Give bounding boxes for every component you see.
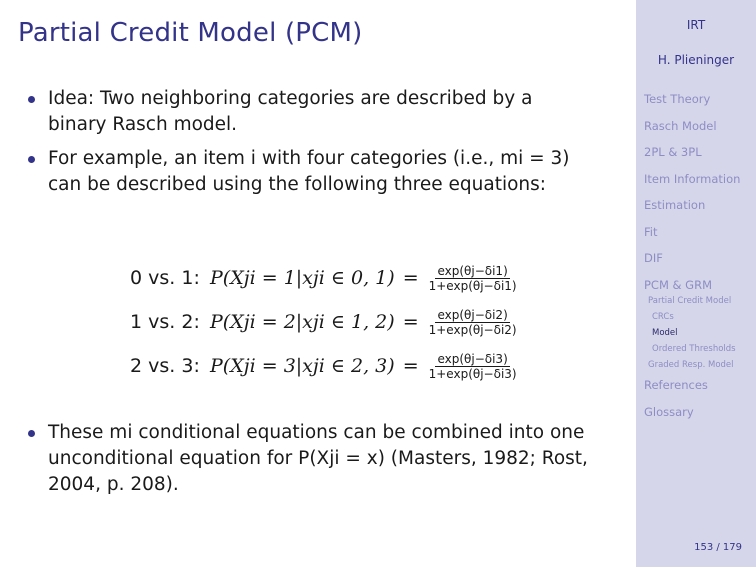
equation-lhs: P(Xji = 2|xji ∈ 1, 2) bbox=[210, 311, 395, 333]
fraction-numerator: exp(θj−δi2) bbox=[437, 307, 508, 322]
nav-item-2pl-3pl[interactable]: 2PL & 3PL bbox=[644, 145, 702, 159]
nav-item-pcm-grm[interactable]: PCM & GRM bbox=[644, 277, 712, 292]
fraction-denominator: 1+exp(θj−δi3) bbox=[428, 366, 517, 381]
equation-lhs: P(Xji = 3|xji ∈ 2, 3) bbox=[210, 355, 395, 377]
equation-fraction bbox=[427, 352, 519, 381]
nav-item-dif[interactable]: DIF bbox=[644, 251, 663, 265]
equation-fraction bbox=[427, 264, 519, 293]
bullet-list-bottom bbox=[48, 420, 588, 506]
nav-item-rasch-model[interactable]: Rasch Model bbox=[644, 118, 717, 133]
equation-label: 0 vs. 1: bbox=[130, 267, 200, 289]
nav-item-test-theory[interactable]: Test Theory bbox=[644, 92, 711, 106]
sidebar-header[interactable]: IRT bbox=[686, 18, 706, 32]
subnav-item-crcs[interactable]: CRCs bbox=[652, 312, 674, 322]
fraction-denominator: 1+exp(θj−δi1) bbox=[428, 278, 517, 293]
equals-sign: = bbox=[402, 267, 419, 289]
nav-item-glossary[interactable]: Glossary bbox=[644, 404, 694, 419]
fraction-numerator: exp(θj−δi1) bbox=[437, 263, 508, 278]
subnav-item-graded-resp-model[interactable]: Graded Resp. Model bbox=[648, 360, 734, 370]
equation-row bbox=[130, 300, 519, 344]
equals-sign: = bbox=[402, 311, 419, 333]
equation-row bbox=[130, 344, 519, 388]
equation-block bbox=[130, 256, 519, 388]
equation-label: 1 vs. 2: bbox=[130, 311, 200, 333]
fraction-numerator: exp(θj−δi3) bbox=[437, 351, 508, 366]
sidebar-nav bbox=[644, 92, 740, 304]
subnav-item-partial-credit-model[interactable]: Partial Credit Model bbox=[648, 296, 732, 306]
bullet-list-top bbox=[48, 86, 588, 206]
equation-fraction bbox=[427, 308, 519, 337]
subnav-item-model[interactable]: Model bbox=[652, 328, 678, 338]
bullet-idea: Idea: Two neighboring categories are described by a binary Rasch model. bbox=[48, 86, 588, 138]
sidebar-author[interactable]: H. Plieninger bbox=[657, 53, 735, 67]
bullet-combined: These mi conditional equations can be combined into one unconditional equation for P(Xji = x) (Masters, 1982; Rost, 2004, p. 208). bbox=[48, 420, 588, 498]
slide-title: Partial Credit Model (PCM) bbox=[18, 18, 363, 48]
equation-label: 2 vs. 3: bbox=[130, 355, 200, 377]
equation-row bbox=[130, 256, 519, 300]
sidebar-subnav bbox=[648, 296, 736, 376]
page-number: 153 / 179 bbox=[694, 542, 742, 553]
nav-item-fit[interactable]: Fit bbox=[644, 224, 658, 239]
sidebar-nav-after bbox=[644, 378, 708, 431]
bullet-example: For example, an item i with four categories (i.e., mi = 3) can be described using the following three equations: bbox=[48, 146, 588, 198]
nav-item-item-information[interactable]: Item Information bbox=[644, 171, 741, 186]
sidebar bbox=[636, 0, 756, 567]
equals-sign: = bbox=[402, 355, 419, 377]
nav-item-references[interactable]: References bbox=[644, 378, 708, 392]
subnav-item-ordered-thresholds[interactable]: Ordered Thresholds bbox=[652, 344, 736, 354]
fraction-denominator: 1+exp(θj−δi2) bbox=[428, 322, 517, 337]
equation-lhs: P(Xji = 1|xji ∈ 0, 1) bbox=[210, 267, 395, 289]
nav-item-estimation[interactable]: Estimation bbox=[644, 198, 706, 212]
